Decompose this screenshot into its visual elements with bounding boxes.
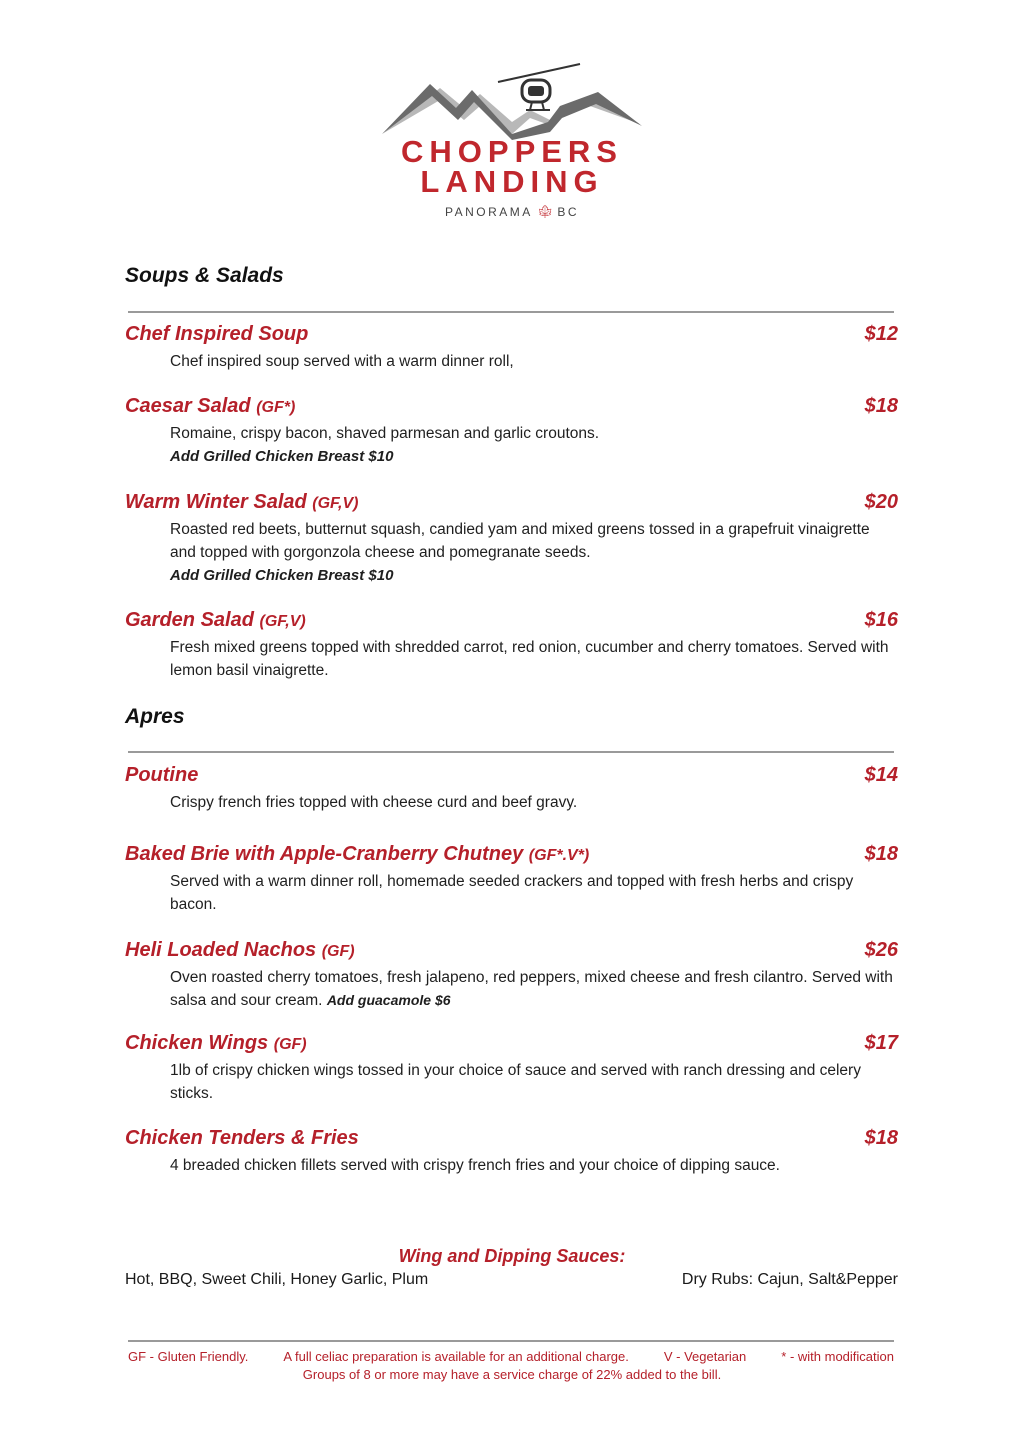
logo-line2: LANDING [420,164,604,199]
service-charge-note: Groups of 8 or more may have a service charge of 22% added to the bill. [302,1367,722,1382]
menu-item [125,939,898,1012]
logo-sub-left: PANORAMA [445,205,533,219]
legend-gf: GF - Gluten Friendly. [128,1349,249,1364]
item-dietary-tag: (GF*) [256,399,296,416]
item-price: $16 [864,609,898,631]
item-price: $18 [864,395,898,417]
legend-vegetarian: V - Vegetarian [663,1349,747,1364]
dry-rubs-list: Dry Rubs: Cajun, Salt&Pepper [681,1271,898,1288]
mountain-helicopter-icon [380,60,644,140]
item-addon: Add Grilled Chicken Breast $10 [170,448,394,465]
item-name: Chicken Wings (GF) [125,1032,307,1054]
legend-celiac: A full celiac preparation is available for an additional charge. [283,1349,629,1364]
item-name: Caesar Salad (GF*) [125,395,296,417]
logo-location [380,204,644,220]
menu-item [125,1127,898,1177]
item-description: 4 breaded chicken fillets served with crispy french fries and your choice of dipping sauce. [170,1157,780,1174]
section-title-apres: Apres [125,705,185,728]
section-title-soups: Soups & Salads [125,264,284,287]
item-dietary-tag: (GF*.V*) [528,847,590,864]
item-price: $12 [864,323,898,345]
footer-divider [128,1340,894,1342]
item-name: Chicken Tenders & Fries [125,1127,359,1149]
item-name: Baked Brie with Apple-Cranberry Chutney (GF*.V*) [125,843,590,865]
item-addon: Add guacamole $6 [326,992,451,1008]
logo-line1: CHOPPERS [401,134,623,169]
item-description: Oven roasted cherry tomatoes, fresh jalapeno, red peppers, mixed cheese and fresh cilantro. Served with salsa and sour cream. Add guacamole $6 [170,969,893,1009]
item-description: Served with a warm dinner roll, homemade seeded crackers and topped with fresh herbs and crispy bacon. [170,873,854,913]
logo-sub-right: BC [557,205,579,219]
item-description: Chef inspired soup served with a warm dinner roll, [170,353,514,370]
item-name: Warm Winter Salad (GF,V) [125,491,359,513]
item-price: $26 [864,939,898,961]
item-dietary-tag: (GF) [321,943,355,960]
item-description: 1lb of crispy chicken wings tossed in your choice of sauce and served with ranch dressing and celery sticks. [170,1062,861,1102]
menu-item [125,764,898,814]
menu-item [125,491,898,587]
restaurant-logo [380,60,644,220]
menu-item [125,609,898,682]
section-divider [128,751,894,753]
menu-item [125,1032,898,1105]
section-divider [128,311,894,313]
item-price: $17 [864,1032,898,1054]
legend-modification: * - with modification [781,1349,894,1364]
maple-leaf-icon: 🍁︎ [536,204,554,219]
item-dietary-tag: (GF,V) [312,495,359,512]
item-description: Roasted red beets, butternut squash, candied yam and mixed greens tossed in a grapefruit vinaigrette and topped with gorgonzola cheese and pomegranate seeds. Add Grilled Chicken Breast $10 [170,518,898,587]
item-description: Fresh mixed greens topped with shredded carrot, red onion, cucumber and cherry tomatoes. Served with lemon basil vinaigrette. [170,639,889,679]
item-description: Romaine, crispy bacon, shaved parmesan and garlic croutons. Add Grilled Chicken Breast $10 [170,422,898,468]
item-price: $14 [864,764,898,786]
sauces-title: Wing and Dipping Sauces: [398,1246,626,1266]
item-price: $18 [864,843,898,865]
item-price: $20 [864,491,898,513]
item-name: Heli Loaded Nachos (GF) [125,939,355,961]
item-name: Chef Inspired Soup [125,323,309,345]
item-addon: Add Grilled Chicken Breast $10 [170,567,394,584]
item-name: Garden Salad (GF,V) [125,609,306,631]
item-description: Crispy french fries topped with cheese curd and beef gravy. [170,794,578,811]
item-dietary-tag: (GF,V) [259,613,306,630]
sauces-list: Hot, BBQ, Sweet Chili, Honey Garlic, Plum [125,1271,429,1288]
menu-item [125,323,898,373]
item-price: $18 [864,1127,898,1149]
dietary-legend [128,1349,894,1364]
item-name: Poutine [125,764,199,786]
menu-item [125,843,898,916]
menu-item [125,395,898,468]
item-dietary-tag: (GF) [273,1036,307,1053]
